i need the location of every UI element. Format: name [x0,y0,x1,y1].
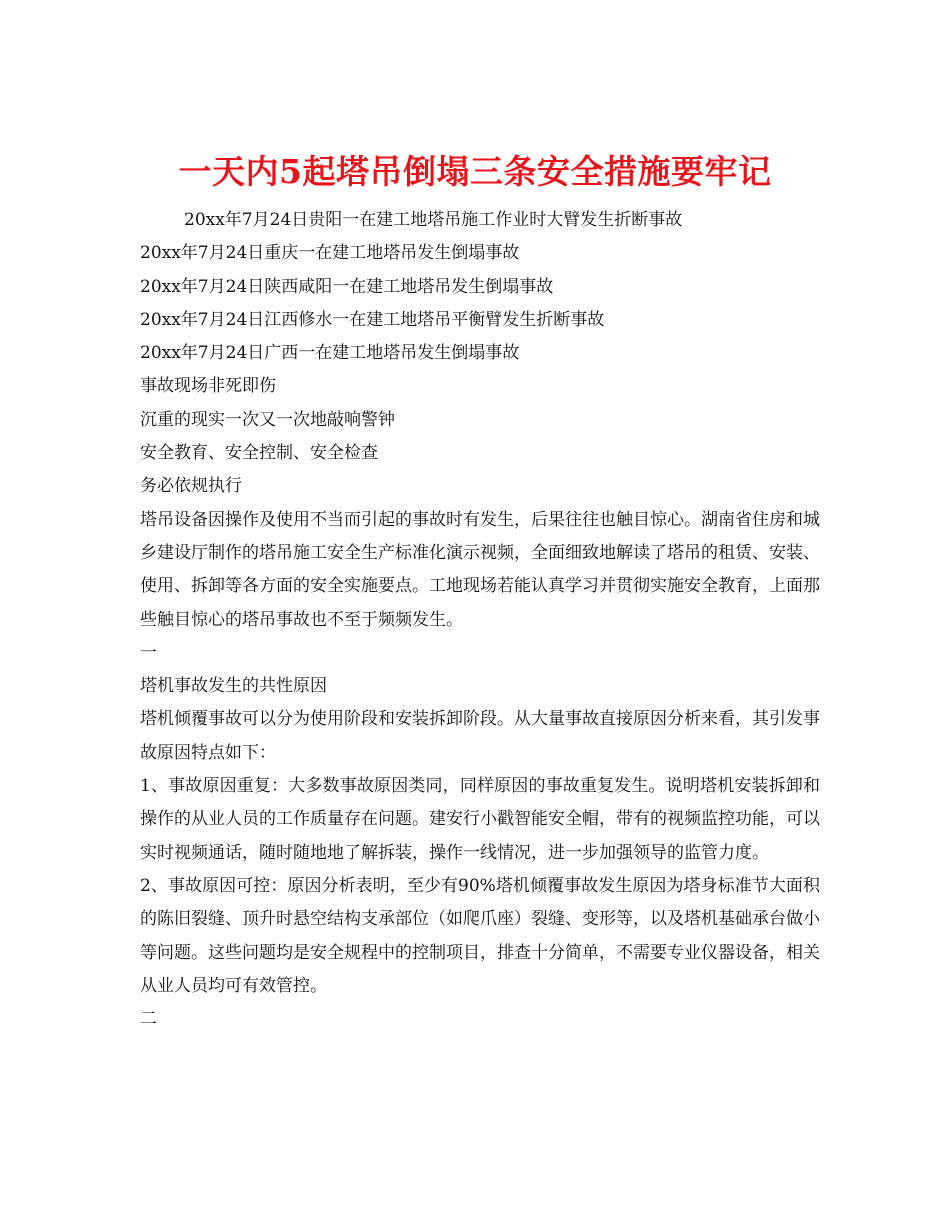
paragraph-overturn-stages: 塔机倾覆事故可以分为使用阶段和安装拆卸阶段。从大量事故直接原因分析来看，其引发事故原因特点如下： [140,709,820,763]
paragraph-warning: 沉重的现实一次又一次地敲响警钟 [140,409,395,430]
document-title: 一天内5起塔吊倒塌三条安全措施要牢记 [178,152,772,192]
paragraph-guangxi-accident: 20xx年7月24日广西一在建工地塔吊发生倒塌事故 [140,343,520,364]
paragraph-safety-measures: 安全教育、安全控制、安全检查 [140,443,378,464]
section-heading-common-causes: 塔机事故发生的共性原因 [140,676,327,697]
section-number-two: 二 [140,1009,157,1030]
paragraph-xianyang-accident: 20xx年7月24日陕西咸阳一在建工地塔吊发生倒塌事故 [140,276,554,297]
paragraph-cause-repeated: 1、事故原因重复：大多数事故原因类同，同样原因的事故重复发生。说明塔机安装拆卸和操作的从业人员的工作质量存在问题。建安行小戳智能安全帽，带有的视频监控功能，可以实时视频通话，随时随地地了解拆装，操作一线情况，进一步加强领导的监管力度。 [140,776,820,863]
paragraph-follow-rules: 务必依规执行 [140,476,242,497]
section-number-one: 一 [140,642,157,663]
paragraph-chongqing-accident: 20xx年7月24日重庆一在建工地塔吊发生倒塌事故 [140,243,520,264]
paragraph-guiyang-accident: 20xx年7月24日贵阳一在建工地塔吊施工作业时大臂发生折断事故 [184,210,683,230]
paragraph-casualties: 事故现场非死即伤 [140,376,276,397]
paragraph-cause-controllable: 2、事故原因可控：原因分析表明，至少有90%塔机倾覆事故发生原因为塔身标准节大面积的陈旧裂缝、顶升时悬空结构支承部位（如爬爪座）裂缝、变形等，以及塔机基础承台做小等问题。这些问题均是安全规程中的控制项目，排查十分简单，不需要专业仪器设备，相关从业人员均可有效管控。 [140,875,820,996]
document-body [140,204,820,1036]
paragraph-intro: 塔吊设备因操作及使用不当而引起的事故时有发生，后果往往也触目惊心。湖南省住房和城乡建设厅制作的塔吊施工安全生产标准化演示视频，全面细致地解读了塔吊的租赁、安装、使用、拆卸等各方面的安全实施要点。工地现场若能认真学习并贯彻实施安全教育，上面那些触目惊心的塔吊事故也不至于频频发生。 [140,509,820,630]
paragraph-xiushui-accident: 20xx年7月24日江西修水一在建工地塔吊平衡臂发生折断事故 [140,309,605,330]
